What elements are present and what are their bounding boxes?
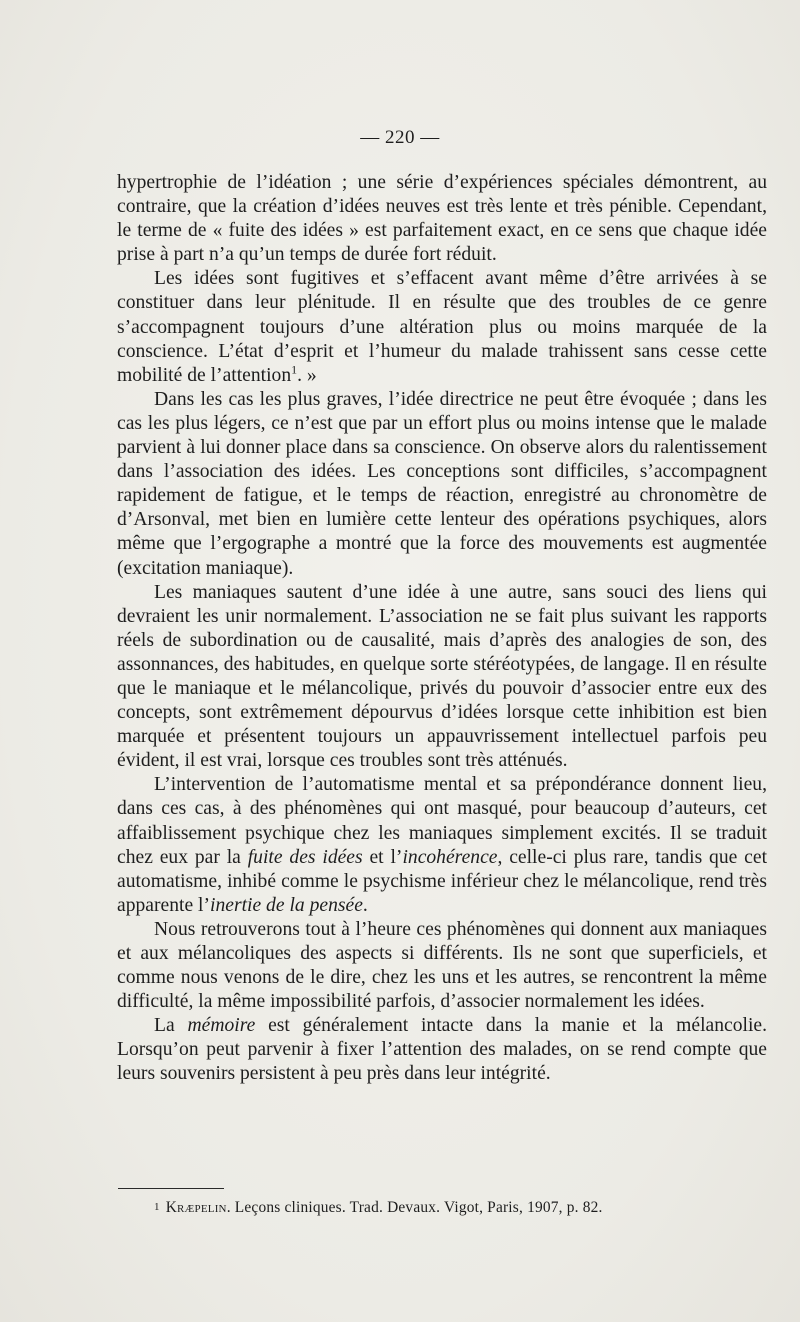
paragraph-6-text: Nous retrouverons tout à l’heure ces phénomènes qui donnent aux maniaques et aux mélancoliques des aspects si différents. Ils ne sont que superficiels, et comme nous venons de le dire, chez les uns et les autres, se rencontrent la même difficulté, la même impossibilité parfois, d’associer normalement les idées. — [117, 918, 767, 1013]
footnote — [154, 1198, 764, 1218]
italic-fuite-des-idees: fuite des idées — [247, 846, 363, 868]
paragraph-4-text: Les maniaques sautent d’une idée à une autre, sans souci des liens qui devraient les unir normalement. L’association ne se fait plus suivant les rapports réels de subordination ou de causalité, mais d’après des analogies de son, des assonnances, des habitudes, en quelque sorte stéréotypées, de langage. Il en résulte que le maniaque et le mélancolique, privés du pouvoir d’associer entre eux des concepts, sont extrêmement dépourvus d’idées lorsque cette inhibition est bien marquée et présentent toujours un appauvrissement intellectuel parfois peu évident, il est vrai, lorsque ces troubles sont très atténués. — [117, 581, 767, 772]
paragraph-5-text-c: , celle-ci plus rare, tandis que cet automatisme, inhibé comme le psychisme inférieur chez le mélancolique, rend très apparente l’ — [117, 846, 768, 916]
italic-inertie-de-la-pensee: inertie de la pensée — [210, 894, 363, 916]
page-number: — 220 — — [360, 127, 440, 148]
paragraph-1 — [117, 171, 767, 267]
footnote-reference: 1 — [291, 362, 298, 377]
paragraph-7-text-a: La — [154, 1015, 188, 1037]
paragraph-2 — [117, 267, 767, 387]
italic-memoire: mémoire — [187, 1015, 256, 1037]
paragraph-2-text: Les idées sont fugitives et s’effacent avant même d’être arrivées à se constituer dans leur plénitude. Il en résulte que des troubles de ce genre s’accompagnent toujours d’une altération plus ou moins marquée de la conscience. L’état d’esprit et l’humeur du malade trahissent sans cesse cette mobilité de l’attention — [117, 268, 767, 386]
italic-incoherence: incohérence — [402, 846, 498, 868]
paragraph-1-text: hypertrophie de l’idéation ; une série d’expériences spéciales démontrent, au contraire, que la création d’idées neuves est très lente et très pénible. Cependant, le terme de « fuite des idées » est parfaitement exact, en ce sens que chaque idée prise à part n’a qu’un temps de durée fort réduit. — [117, 172, 767, 266]
footnote-rule — [118, 1188, 224, 1189]
paragraph-3-text: Dans les cas les plus graves, l’idée directrice ne peut être évoquée ; dans les cas les plus légers, ce n’est que par un effort plus ou moins intense que le malade parvient à lui donner place dans sa conscience. On observe alors du ralentissement dans l’association des idées. Les conceptions sont difficiles, s’accompagnent rapidement de fatigue, et le temps de réaction, enregistré au chronomètre de d’Arsonval, met bien en lumière cette lenteur des opérations psychiques, alors même que l’ergographe a montré que la force des mouvements est augmentée (excitation maniaque). — [117, 388, 767, 579]
footnote-author: Kræpelin — [165, 1199, 227, 1216]
footnote-text: . Leçons cliniques. Trad. Devaux. Vigot, Paris, 1907, p. 82. — [226, 1199, 603, 1216]
paragraph-5 — [117, 773, 767, 918]
paragraph-3 — [117, 388, 767, 581]
paragraph-5-text-d: . — [362, 894, 368, 916]
paragraph-5-text-a: L’intervention de l’automatisme mental et sa prépondérance donnent lieu, dans ces cas, à des phénomènes qui ont masqué, pour beaucoup d’auteurs, cet affaiblissement psychique chez les maniaques simplement excités. Il se traduit chez eux par la — [117, 774, 767, 868]
paragraph-6 — [117, 918, 767, 1014]
paragraph-5-text-b: et l’ — [362, 846, 403, 868]
footnote-marker: 1 — [154, 1201, 160, 1213]
body-text — [117, 171, 767, 1087]
paragraph-2-closing: . » — [297, 364, 317, 386]
paragraph-7-text-b: est généralement intacte dans la manie et la mélancolie. Lorsqu’on peut parvenir à fixer l’attention des malades, on se rend compte que leurs souvenirs persistent à peu près dans leur intégrité. — [117, 1015, 767, 1085]
paragraph-4 — [117, 581, 767, 774]
paragraph-7 — [117, 1014, 767, 1086]
